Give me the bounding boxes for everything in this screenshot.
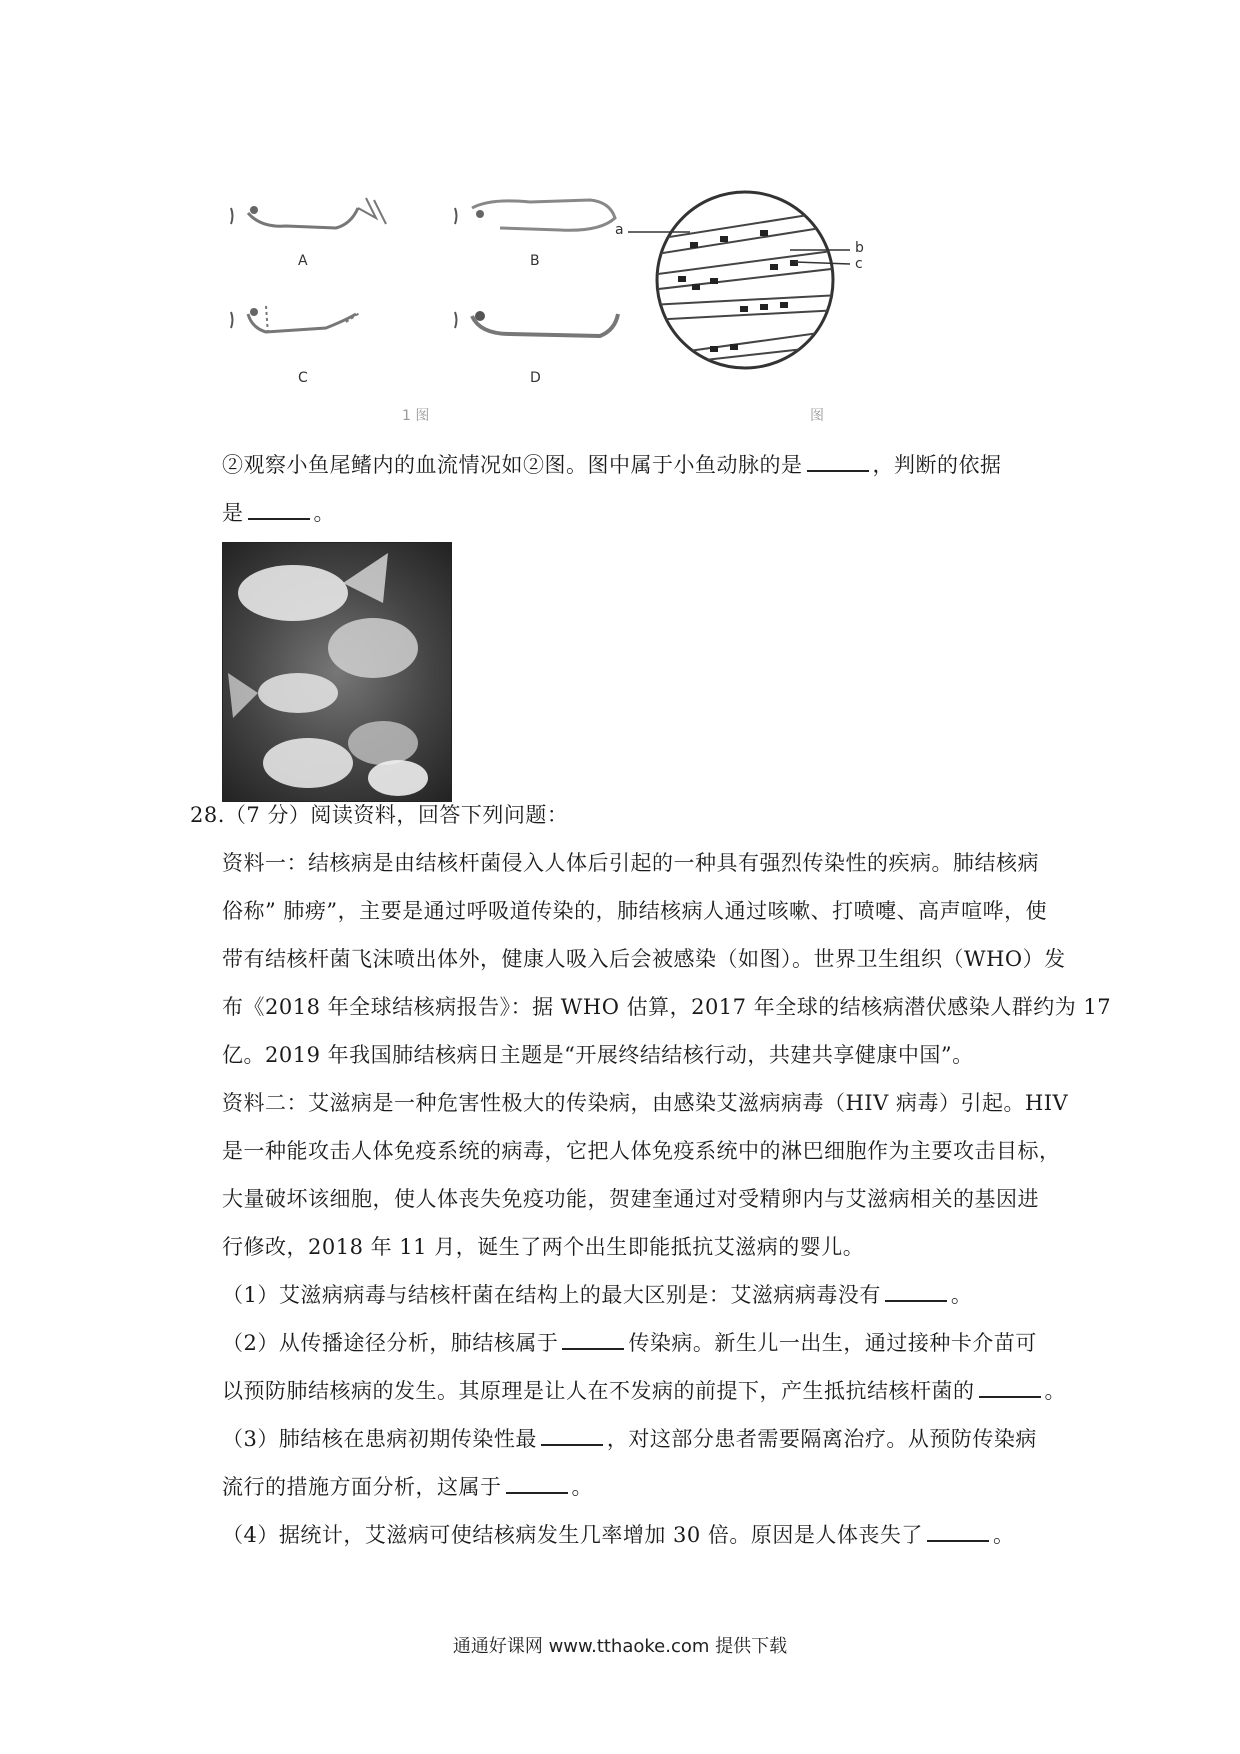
sub2-text-1a: （2）从传播途径分析，肺结核属于 (222, 1331, 559, 1355)
q27-line-1 (222, 450, 1002, 480)
sub3-text-1a: （3）肺结核在患病初期传染性最 (222, 1427, 537, 1451)
sub2-text-2b: 。 (1044, 1379, 1066, 1403)
answer-blank[interactable] (541, 1426, 603, 1446)
answer-blank[interactable] (506, 1474, 568, 1494)
sub1-text-a: （1）艾滋病病毒与结核杆菌在结构上的最大区别是：艾滋病病毒没有 (222, 1283, 881, 1307)
circle-label-b: b (855, 240, 864, 256)
subquestion-4 (222, 1520, 1014, 1550)
sub4-text-b: 。 (992, 1523, 1015, 1547)
panel-label-d: D (530, 370, 541, 386)
blood-vessel-figure (620, 180, 890, 380)
figure-caption-left: 1 图 (402, 408, 430, 424)
figure-caption-right: 图 (810, 408, 824, 424)
answer-blank[interactable] (927, 1522, 989, 1542)
panel-label-a: A (298, 253, 308, 269)
q27-line-2 (222, 498, 335, 528)
subquestion-1 (222, 1280, 972, 1310)
material1-line-2: 俗称” 肺痨”，主要是通过呼吸道传染的，肺结核病人通过咳嗽、打喷嚏、高声喧哗，使 (222, 899, 1048, 923)
fish-sketch-c (226, 292, 396, 352)
material1-line-1: 资料一：结核病是由结核杆菌侵入人体后引起的一种具有强烈传染性的疾病。肺结核病 (222, 851, 1039, 875)
answer-blank[interactable] (885, 1282, 947, 1302)
page-footer: 通通好课网 www.tthaoke.com 提供下载 (452, 1636, 788, 1657)
sub1-text-b: 。 (950, 1283, 973, 1307)
subquestion-2-line-1 (222, 1328, 1037, 1358)
material2-line-4: 行修改，2018 年 11 月，诞生了两个出生即能抵抗艾滋病的婴儿。 (222, 1235, 865, 1259)
material1-line-5: 亿。2019 年我国肺结核病日主题是“开展终结结核行动，共建共享健康中国”。 (222, 1043, 974, 1067)
material2-line-3: 大量破坏该细胞，使人体丧失免疫功能，贺建奎通过对受精卵内与艾滋病相关的基因进 (222, 1187, 1039, 1211)
sub4-text-a: （4）据统计，艾滋病可使结核病发生几率增加 30 倍。原因是人体丧失了 (222, 1523, 923, 1547)
fish-tail-figure (220, 180, 620, 410)
subquestion-3-line-2 (222, 1472, 593, 1502)
sub2-text-2a: 以预防肺结核病的发生。其原理是让人在不发病的前提下，产生抵抗结核杆菌的 (222, 1379, 975, 1403)
panel-label-b: B (530, 253, 540, 269)
material2-line-1: 资料二：艾滋病是一种危害性极大的传染病，由感染艾滋病病毒（HIV 病毒）引起。HIV (222, 1091, 1069, 1115)
q27-text-1b: ，判断的依据 (872, 453, 1002, 477)
answer-blank[interactable] (979, 1378, 1041, 1398)
material1-line-4: 布《2018 年全球结核病报告》：据 WHO 估算，2017 年全球的结核病潜伏感染人群约为 17 (222, 995, 1112, 1019)
panel-label-c: C (298, 370, 308, 386)
material1-line-3: 带有结核杆菌飞沫喷出体外，健康人吸入后会被感染（如图）。世界卫生组织（WHO）发 (222, 947, 1066, 971)
fish-sketch-d (450, 292, 630, 352)
answer-blank[interactable] (248, 500, 310, 520)
answer-blank[interactable] (562, 1330, 624, 1350)
sub3-text-2a: 流行的措施方面分析，这属于 (222, 1475, 502, 1499)
subquestion-3-line-1 (222, 1424, 1037, 1454)
sub2-text-1b: 传染病。新生儿一出生，通过接种卡介苗可 (628, 1331, 1037, 1355)
material2-line-2: 是一种能攻击人体免疫系统的病毒，它把人体免疫系统中的淋巴细胞作为主要攻击目标， (222, 1139, 1061, 1163)
q27-text-2a: 是 (222, 501, 244, 525)
q27-text-2b: 。 (313, 501, 335, 525)
circle-label-c: c (855, 256, 863, 272)
q28-header: 28.（7 分）阅读资料，回答下列问题： (190, 803, 569, 827)
sub3-text-1b: ，对这部分患者需要隔离治疗。从预防传染病 (606, 1427, 1037, 1451)
subquestion-2-line-2 (222, 1376, 1066, 1406)
sub3-text-2b: 。 (571, 1475, 593, 1499)
q27-text-1a: ②观察小鱼尾鳍内的血流情况如②图。图中属于小鱼动脉的是 (222, 453, 803, 477)
fish-sketch-b (450, 188, 630, 248)
circle-label-a: a (615, 222, 624, 238)
fish-sketch-a (226, 188, 396, 248)
answer-blank[interactable] (807, 452, 869, 472)
goldfish-photo (222, 542, 452, 802)
